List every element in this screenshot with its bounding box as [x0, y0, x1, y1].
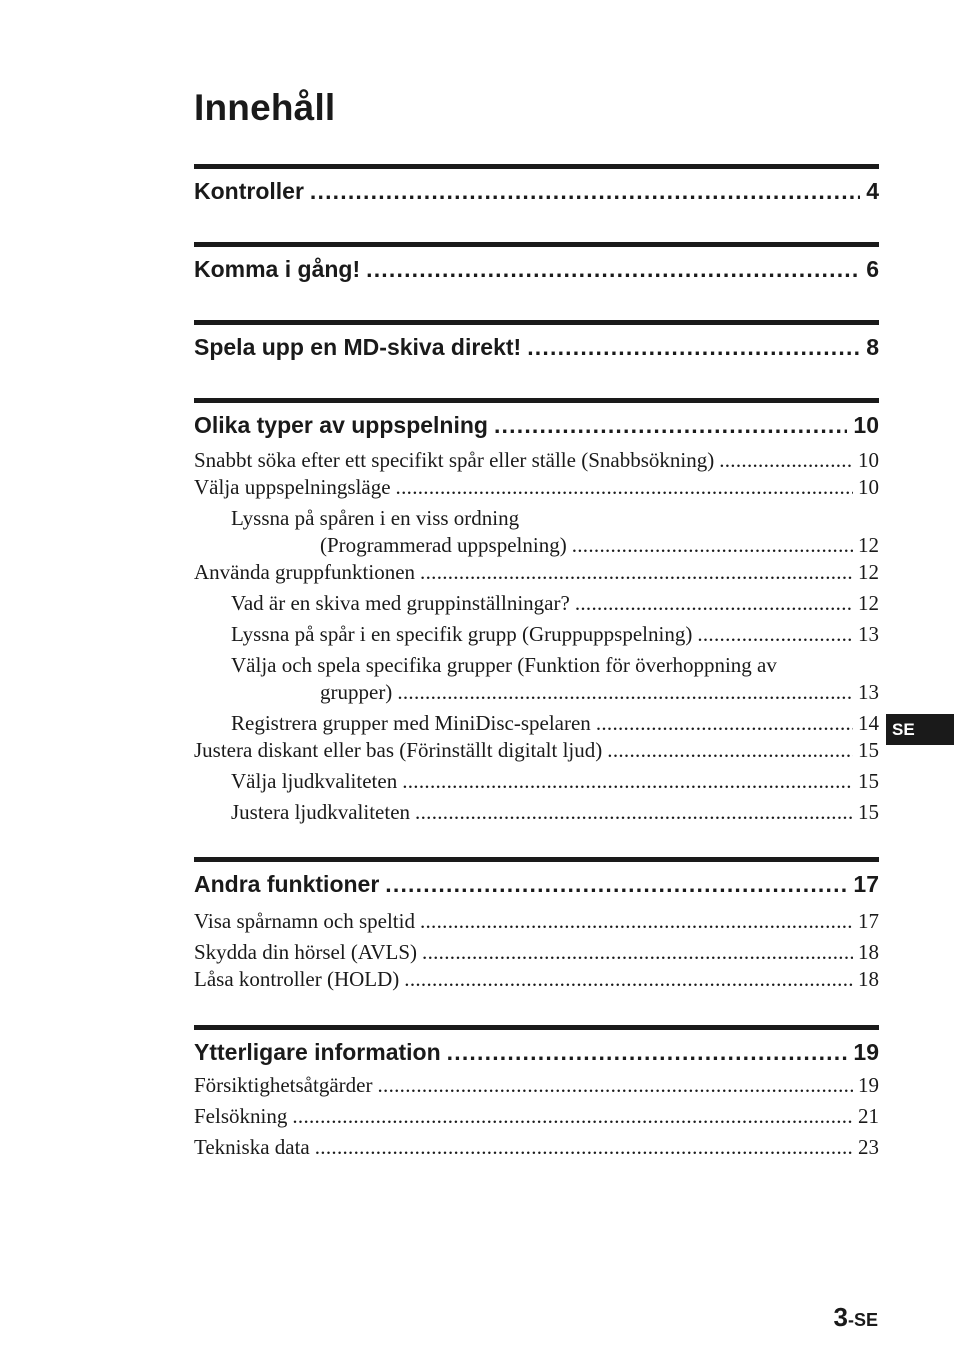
toc-heading[interactable] [194, 253, 879, 285]
toc-item[interactable] [194, 1072, 879, 1099]
section-rule [194, 398, 879, 403]
toc-section-olika-typer [194, 398, 879, 826]
toc-item[interactable] [194, 559, 879, 586]
toc-item-label: Visa spårnamn och speltid [194, 909, 415, 933]
toc-item[interactable] [194, 966, 879, 993]
leader-dots [366, 253, 860, 285]
toc-item-page: 12 [858, 591, 879, 615]
leader-dots [377, 1072, 853, 1099]
toc-item-label-cont: (Programmerad uppspelning) [320, 533, 567, 557]
toc-item-page: 10 [858, 475, 879, 499]
toc-heading-label: Olika typer av uppspelning [194, 412, 488, 438]
toc-item-label: Justera ljudkvaliteten [231, 800, 411, 824]
toc-item-label: Låsa kontroller (HOLD) [194, 967, 400, 991]
toc-heading[interactable] [194, 409, 879, 441]
section-rule [194, 1025, 879, 1030]
toc-item-page: 17 [858, 909, 879, 933]
toc-heading-label: Komma i gång! [194, 256, 361, 282]
leader-dots [527, 331, 860, 363]
leader-dots [310, 175, 860, 207]
toc-item-label: Välja ljudkvaliteten [231, 769, 398, 793]
toc-item-label-cont: grupper) [320, 680, 393, 704]
language-tab: SE [886, 714, 954, 745]
leader-dots [572, 532, 853, 559]
leader-dots [422, 939, 853, 966]
toc-heading[interactable] [194, 331, 879, 363]
toc-item-label: Lyssna på spår i en specifik grupp (Gruppuppspelning) [231, 622, 693, 646]
leader-dots [402, 768, 853, 795]
toc-heading-label: Kontroller [194, 178, 304, 204]
toc-heading[interactable] [194, 868, 879, 900]
toc-item-page: 18 [858, 967, 879, 991]
toc-heading-label: Ytterligare information [194, 1039, 441, 1065]
leader-dots [420, 559, 853, 586]
page-number-value: 3 [833, 1302, 848, 1332]
section-rule [194, 320, 879, 325]
leader-dots [575, 590, 853, 617]
toc-section-ytterligare-information [194, 1025, 879, 1161]
toc-item-page: 10 [858, 448, 879, 472]
toc-item[interactable] [194, 768, 879, 795]
toc-item[interactable] [194, 737, 879, 764]
page-number [834, 1302, 878, 1333]
leader-dots [396, 474, 853, 501]
toc-item[interactable] [194, 939, 879, 966]
toc-item[interactable] [194, 532, 879, 559]
toc-item-page: 13 [858, 622, 879, 646]
toc-section-komma-i-gang [194, 242, 879, 285]
toc-section-andra-funktioner [194, 857, 879, 993]
toc-item-page: 15 [858, 738, 879, 762]
toc-item[interactable] [194, 1134, 879, 1161]
toc-item[interactable] [194, 621, 879, 648]
toc-heading-page: 6 [866, 256, 879, 282]
toc-heading-label: Spela upp en MD-skiva direkt! [194, 334, 522, 360]
toc-item-page: 21 [858, 1104, 879, 1128]
leader-dots [494, 409, 847, 441]
leader-dots [697, 621, 853, 648]
leader-dots [315, 1134, 853, 1161]
leader-dots [292, 1103, 853, 1130]
toc-heading-page: 17 [853, 871, 879, 897]
toc-heading-page: 19 [853, 1039, 879, 1065]
toc-item-page: 13 [858, 680, 879, 704]
page-title: Innehåll [194, 87, 336, 128]
toc-item-label: Felsökning [194, 1104, 288, 1128]
section-rule [194, 857, 879, 862]
toc-heading-page: 4 [866, 178, 879, 204]
leader-dots [397, 679, 853, 706]
toc-item-page: 12 [858, 533, 879, 557]
toc-heading-label: Andra funktioner [194, 871, 380, 897]
toc-item-label: Snabbt söka efter ett specifikt spår eller ställe (Snabbsökning) [194, 448, 715, 472]
toc-item-label: Vad är en skiva med gruppinställningar? [231, 591, 570, 615]
toc-item-page: 19 [858, 1073, 879, 1097]
toc-item-label: Registrera grupper med MiniDisc-spelaren [231, 711, 591, 735]
toc-item[interactable] [194, 447, 879, 474]
toc-item-page: 15 [858, 769, 879, 793]
leader-dots [385, 868, 847, 900]
toc-item-label[interactable]: Lyssna på spåren i en viss ordning [231, 506, 520, 530]
page-number-suffix: -SE [847, 1310, 878, 1330]
toc-item-label[interactable]: Välja och spela specifika grupper (Funktion för överhoppning av [231, 653, 777, 677]
leader-dots [607, 737, 853, 764]
toc-item[interactable] [194, 590, 879, 617]
toc-section-kontroller [194, 164, 879, 207]
toc-item[interactable] [194, 679, 879, 706]
toc-item-label: Skydda din hörsel (AVLS) [194, 940, 418, 964]
toc-item[interactable] [194, 908, 879, 935]
toc-item-label: Använda gruppfunktionen [194, 560, 416, 584]
toc-item-page: 15 [858, 800, 879, 824]
toc-item[interactable] [194, 1103, 879, 1130]
section-rule [194, 242, 879, 247]
leader-dots [719, 447, 853, 474]
toc-item[interactable] [194, 710, 879, 737]
toc-item[interactable] [194, 799, 879, 826]
toc-heading-page: 8 [866, 334, 879, 360]
leader-dots [596, 710, 853, 737]
toc-item[interactable] [194, 474, 879, 501]
leader-dots [415, 799, 853, 826]
toc-item-label: Justera diskant eller bas (Förinställt digitalt ljud) [194, 738, 603, 762]
toc-heading[interactable] [194, 1036, 879, 1068]
toc-heading-page: 10 [853, 412, 879, 438]
toc-item-page: 14 [858, 711, 879, 735]
leader-dots [420, 908, 853, 935]
toc-item-label: Tekniska data [194, 1135, 310, 1159]
leader-dots [404, 966, 853, 993]
toc-heading[interactable] [194, 175, 879, 207]
section-rule [194, 164, 879, 169]
leader-dots [447, 1036, 848, 1068]
toc-item-page: 23 [858, 1135, 879, 1159]
toc-item-label: Försiktighetsåtgärder [194, 1073, 373, 1097]
toc-item-page: 18 [858, 940, 879, 964]
toc-item-label: Välja uppspelningsläge [194, 475, 391, 499]
toc-section-spela-upp [194, 320, 879, 363]
toc-item-page: 12 [858, 560, 879, 584]
